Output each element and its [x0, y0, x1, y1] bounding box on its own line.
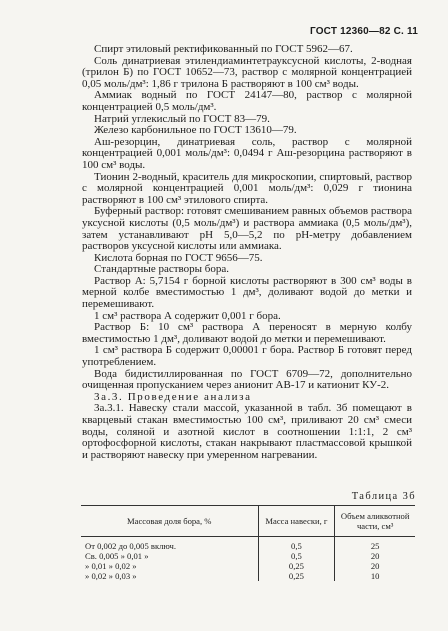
- table-row: [81, 551, 415, 561]
- paragraph: Натрий углекислый по ГОСТ 83—79.: [94, 112, 270, 125]
- table-header-row: [81, 506, 415, 537]
- table-cell: Св. 0,005 » 0,01 »: [85, 551, 149, 561]
- body-text: [82, 44, 412, 461]
- paragraph: 1 см³ раствора А содержит 0,001 г бора.: [94, 309, 281, 322]
- paragraph: Аммиак водный по ГОСТ 24147—80, раствор с молярной концентрацией 0,5 моль/дм³.: [82, 89, 412, 113]
- table-cell: 0,5: [258, 537, 335, 552]
- table-row: [81, 561, 415, 571]
- table-cell: 0,5: [258, 551, 335, 561]
- table-cell: От 0,002 до 0,005 включ.: [85, 541, 176, 551]
- column-header: Масса навески, г: [258, 506, 335, 537]
- table-cell: 20: [335, 551, 415, 561]
- boron-table: [81, 505, 415, 581]
- table-cell: 10: [335, 571, 415, 581]
- column-header: Массовая доля бора, %: [81, 506, 258, 537]
- table-cell: » 0,02 » 0,03 »: [85, 571, 137, 581]
- paragraph: Железо карбонильное по ГОСТ 13610—79.: [94, 124, 297, 137]
- paragraph: Аш-резорцин, динатриевая соль, раствор с молярной концентрацией 0,001 моль/дм³: 0,0494 г Аш-резорцина растворяют в 100 см³ воды.: [82, 135, 412, 171]
- paragraph: Тионин 2-водный, краситель для микроскопии, спиртовый, раствор с молярной концентрацией 0,001 моль/дм³: 0,029 г тионина растворяют в 100 см³ этилового спирта.: [82, 170, 412, 206]
- table-cell: » 0,01 » 0,02 »: [85, 561, 137, 571]
- procedure-paragraph: 3а.3.1. Навеску стали массой, указанной в табл. 3б помещают в кварцевый стакан вместимостью 100 см³, приливают 20 см³ смеси воды, соляной и азотной кислот в соотношении 1:1:1, 2 см³ ортофосфорной кислоты, стакан накрывают пластмассовой крышкой и растворяют навеску при умеренном нагревании.: [82, 402, 412, 461]
- paragraph: 1 см³ раствора Б содержит 0,00001 г бора. Раствор Б готовят перед употреблением.: [82, 344, 412, 369]
- table-cell: 25: [335, 537, 415, 552]
- paragraph: Кислота борная по ГОСТ 9656—75.: [94, 251, 263, 264]
- table-cell: 20: [335, 561, 415, 571]
- paragraph: Раствор А: 5,7154 г борной кислоты растворяют в 300 см³ воды в мерной колбе вместимостью 1 дм³, доливают водой до метки и перемешивают.: [82, 274, 412, 311]
- table-row: [81, 571, 415, 581]
- paragraph: Соль динатриевая этилендиаминтетрауксусной кислоты, 2-водная (трилон Б) по ГОСТ 10652—73, раствор с молярной концентрацией 0,05 моль/дм³: 1,86 г трилона Б растворяют в 100 см³ воды.: [82, 54, 412, 90]
- column-header: Объем аликвотной части, см³: [335, 506, 415, 537]
- table-cell: 0,25: [258, 571, 335, 581]
- paragraph: Раствор Б: 10 см³ раствора А переносят в мерную колбу вместимостью 1 дм³, доливают водой до метки и перемешивают.: [82, 321, 412, 345]
- paragraph: Спирт этиловый ректификованный по ГОСТ 5962—67.: [94, 43, 353, 55]
- section-heading: 3а.3. Проведение анализа: [94, 390, 252, 403]
- table-cell: 0,25: [258, 561, 335, 571]
- page-header: ГОСТ 12360—82 С. 11: [309, 26, 418, 37]
- paragraph: Вода бидистиллированная по ГОСТ 6709—72, дополнительно очищенная пропусканием через анионит АВ-17 и катионит КУ-2.: [82, 367, 412, 392]
- table-row: [81, 537, 415, 552]
- paragraph: Стандартные растворы бора.: [94, 263, 230, 276]
- paragraph: Буферный раствор: готовят смешиванием равных объемов раствора уксусной кислоты (0,5 моль/дм³) и раствора аммиака (0,5 моль/дм³), затем устанавливают pH 5,0—5,2 по pH-метру добавлением растворов уксусной кислоты или аммиака.: [82, 205, 412, 253]
- table-caption: Таблица 3б: [351, 491, 416, 502]
